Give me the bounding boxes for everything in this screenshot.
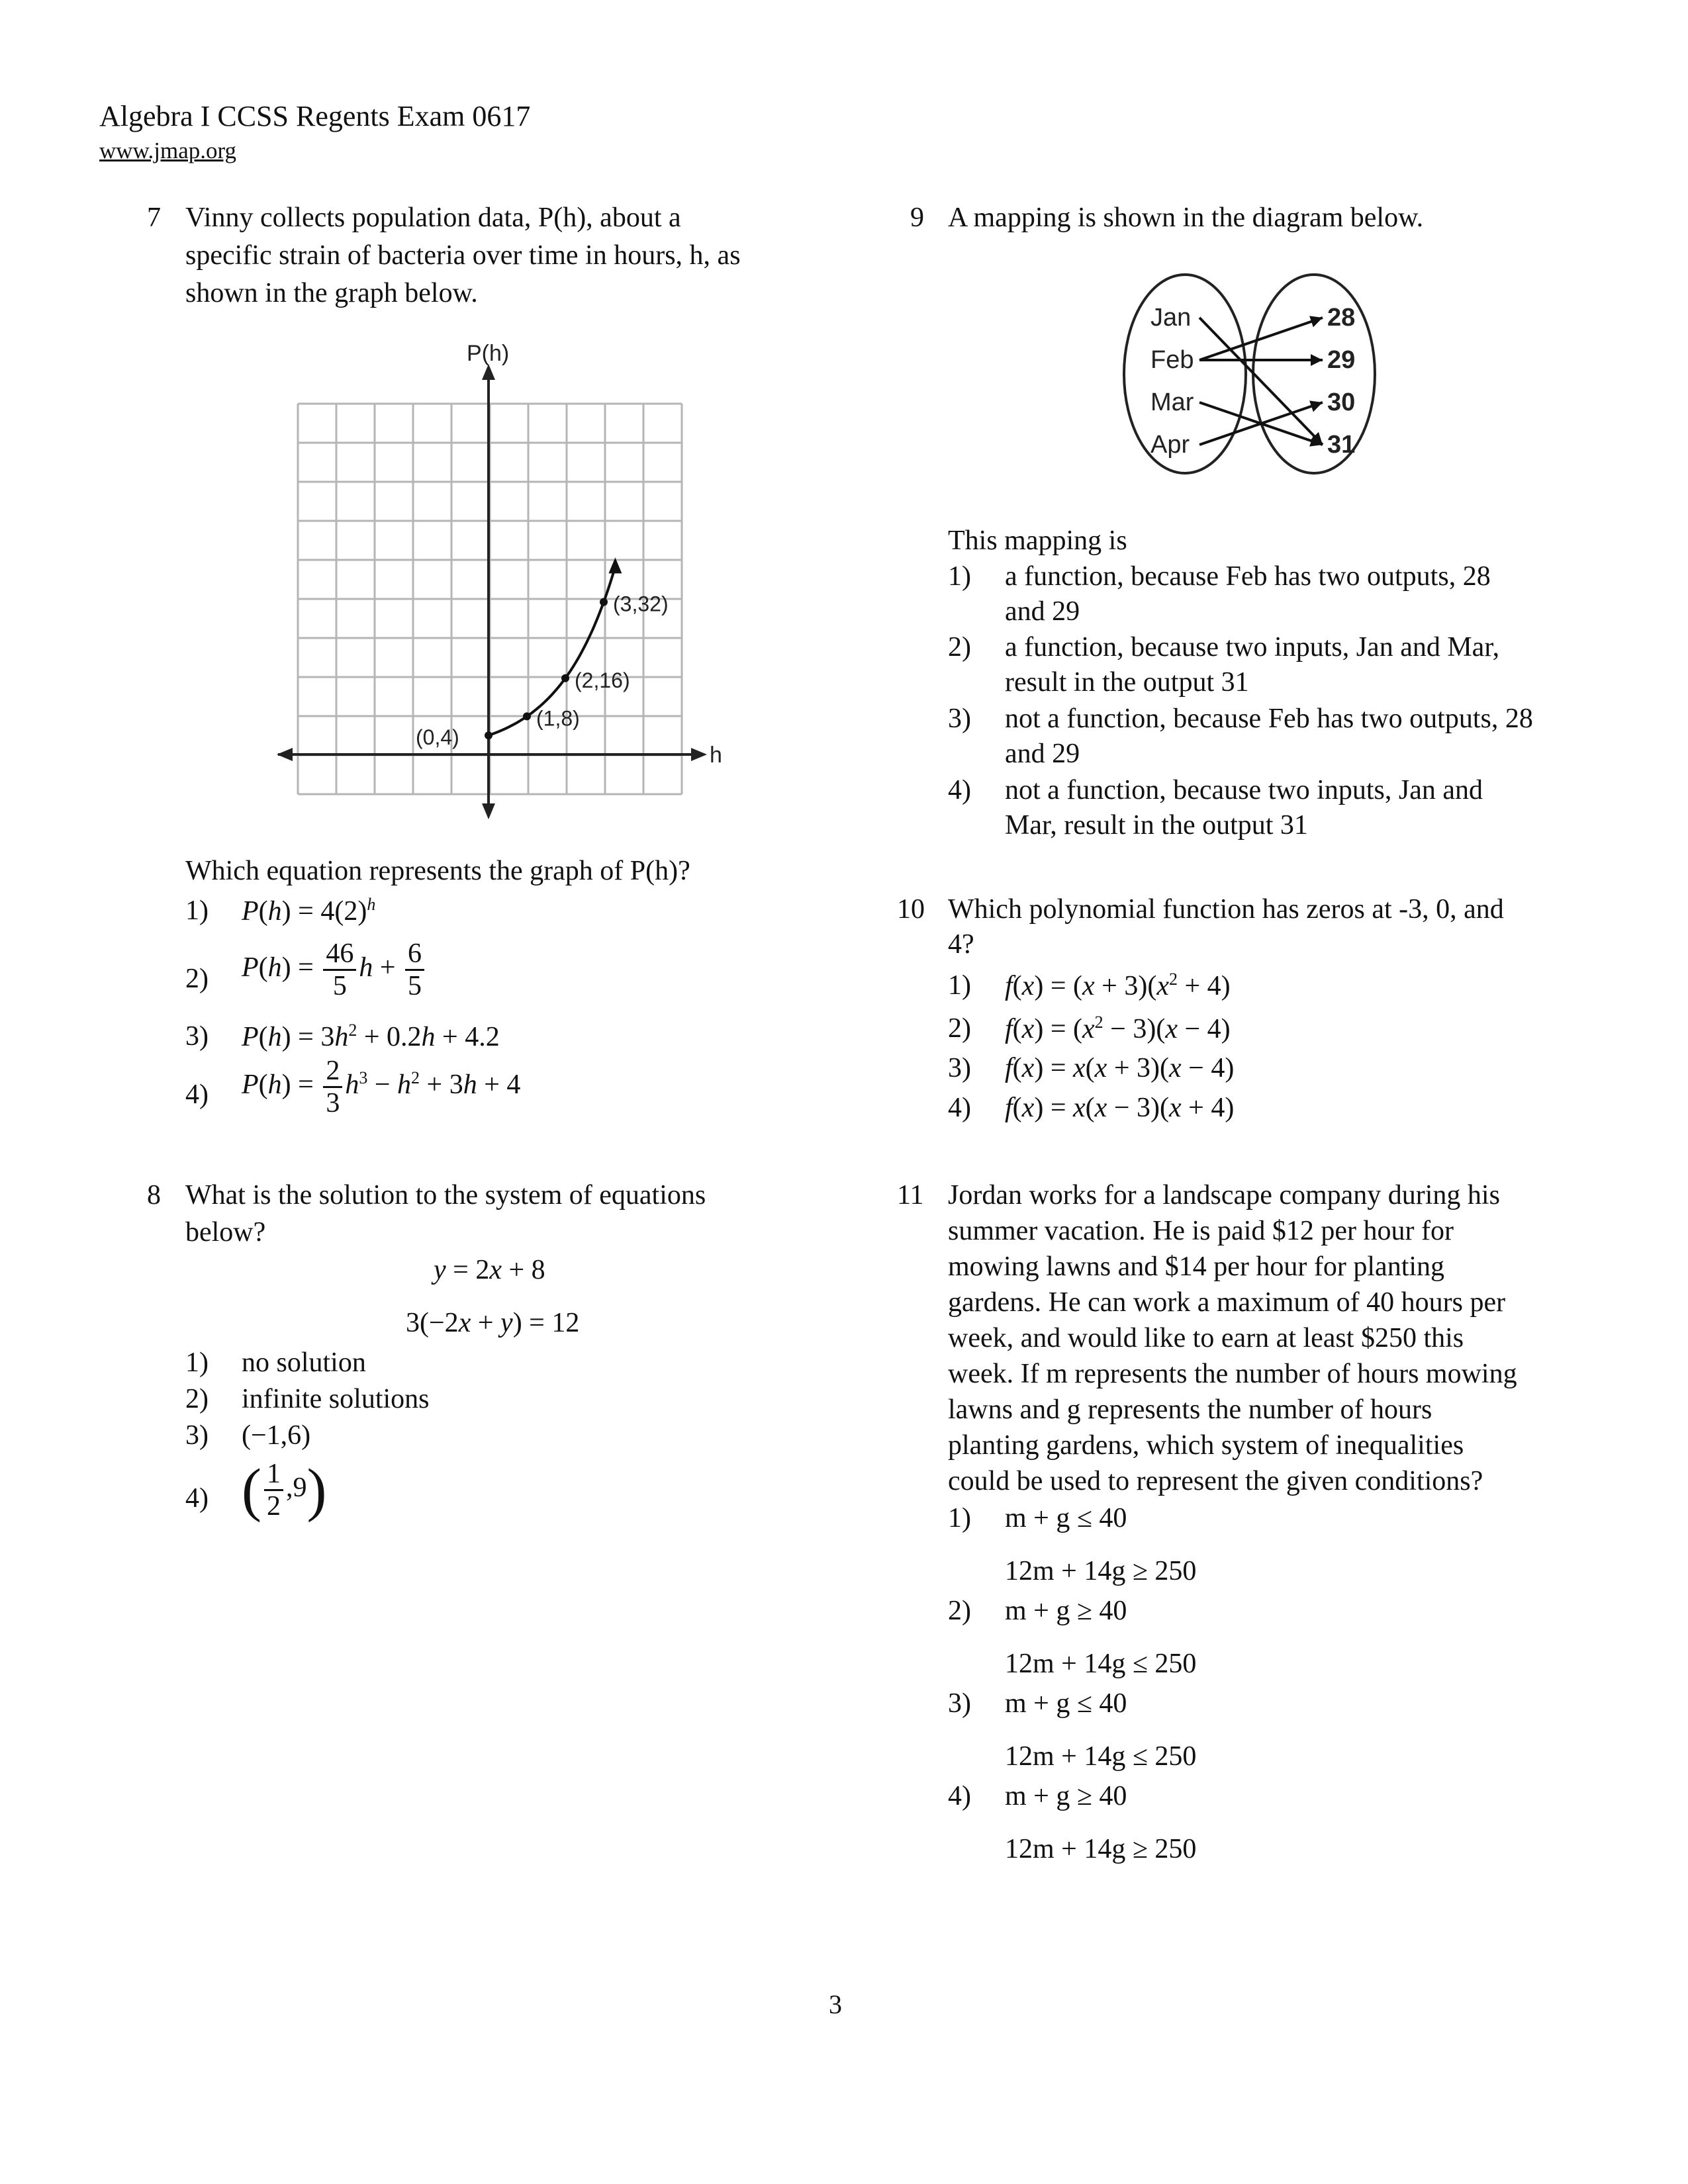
mapping-input-apr: Apr (1150, 431, 1190, 459)
q11-option-2-number: 2) (948, 1596, 971, 1626)
q10-option-2[interactable]: $f(x) = (x^2 - 3)(x - 4)$ (1005, 1013, 1231, 1044)
mapping-arrowhead (1309, 400, 1323, 412)
q10-stem-line-2: 4? (948, 929, 974, 960)
q8-stem-line-2: below? (185, 1217, 266, 1248)
q7-number: 7 (147, 203, 161, 233)
x-axis-right-arrow (691, 748, 707, 761)
q9-option-4-cont: Mar, result in the output 31 (1005, 810, 1308, 841)
q7-graph (265, 344, 741, 821)
q9-stem: A mapping is shown in the diagram below. (948, 203, 1424, 233)
mapping-input-mar: Mar (1150, 388, 1194, 416)
q11-option-1-number: 1) (948, 1503, 971, 1533)
q11-option-3[interactable]: m + g ≤ 40 (1005, 1688, 1127, 1719)
site-link[interactable]: www.jmap.org (99, 138, 237, 163)
x-axis-left-arrow (277, 748, 293, 761)
q11-stem-line-2: summer vacation. He is paid $12 per hour for (948, 1216, 1454, 1246)
page-title: Algebra I CCSS Regents Exam 0617 (99, 100, 531, 132)
q11-option-2-line2: 12m + 14g ≤ 250 (1005, 1649, 1197, 1679)
q8-option-2[interactable]: infinite solutions (242, 1384, 430, 1414)
q11-stem-line-3: mowing lawns and $14 per hour for planting (948, 1251, 1445, 1282)
q11-option-4-number: 4) (948, 1781, 971, 1811)
q9-question: This mapping is (948, 525, 1127, 556)
q9-option-2[interactable]: a function, because two inputs, Jan and Mar, (1005, 632, 1500, 662)
mapping-input-feb: Feb (1150, 346, 1194, 374)
q7-stem-line-2: specific strain of bacteria over time in hours, h, as (185, 240, 741, 271)
q7-option-2-number: 2) (185, 964, 209, 994)
q7-stem-line-1: Vinny collects population data, P(h), about a (185, 203, 681, 233)
data-point (561, 674, 569, 682)
q8-stem-line-1: What is the solution to the system of equations (185, 1180, 706, 1210)
q9-option-3-cont: and 29 (1005, 739, 1080, 769)
q7-option-1[interactable]: $P(h) = 4(2)^h$ (242, 895, 376, 927)
q7-stem-line-3: shown in the graph below. (185, 278, 478, 308)
q7-question: Which equation represents the graph of P(h)? (185, 856, 690, 886)
point-label: (3,32) (613, 592, 669, 616)
mapping-output-28: 28 (1327, 304, 1356, 332)
page-number: 3 (829, 1989, 842, 2019)
q11-option-4[interactable]: m + g ≥ 40 (1005, 1781, 1127, 1811)
q8-number: 8 (147, 1180, 161, 1210)
mapping-output-31: 31 (1327, 431, 1356, 459)
mapping-output-29: 29 (1327, 346, 1356, 374)
q11-stem-line-8: planting gardens, which system of inequalities (948, 1430, 1464, 1461)
q8-option-1[interactable]: no solution (242, 1347, 366, 1378)
q11-stem-line-4: gardens. He can work a maximum of 40 hours per (948, 1287, 1506, 1318)
q9-option-4[interactable]: not a function, because two inputs, Jan and (1005, 775, 1483, 805)
mapping-arrowhead (1311, 354, 1323, 366)
q7-option-3-number: 3) (185, 1021, 209, 1052)
q9-option-3[interactable]: not a function, because Feb has two outputs, 28 (1005, 704, 1533, 734)
q10-option-4[interactable]: f(x) = x(x − 3)(x + 4) (1005, 1093, 1235, 1123)
q9-option-1-cont: and 29 (1005, 596, 1080, 627)
q8-option-4[interactable]: ( $\frac{1}{2}$ ,9) (242, 1457, 327, 1523)
q8-option-1-number: 1) (185, 1347, 209, 1378)
q11-option-3-line2: 12m + 14g ≤ 250 (1005, 1741, 1197, 1772)
q11-stem-line-6: week. If m represents the number of hours mowing (948, 1359, 1517, 1389)
q7-option-1-number: 1) (185, 895, 209, 926)
q10-option-3[interactable]: f(x) = x(x + 3)(x − 4) (1005, 1053, 1235, 1083)
q11-option-4-line2: 12m + 14g ≥ 250 (1005, 1834, 1197, 1864)
point-label: (0,4) (416, 725, 459, 750)
q9-number: 9 (910, 203, 924, 233)
q11-option-3-number: 3) (948, 1688, 971, 1719)
q11-option-1-line2: 12m + 14g ≥ 250 (1005, 1556, 1197, 1586)
y-axis-down-arrow (482, 803, 495, 819)
q9-option-2-number: 2) (948, 632, 971, 662)
q10-stem-line-1: Which polynomial function has zeros at -3, 0, and (948, 894, 1504, 925)
q11-option-2[interactable]: m + g ≥ 40 (1005, 1596, 1127, 1626)
data-point (600, 598, 608, 606)
q10-number: 10 (897, 894, 925, 925)
y-axis-up-arrow (482, 364, 495, 380)
q10-option-1[interactable]: $f(x) = (x + 3)(x^2 + 4)$ (1005, 970, 1231, 1001)
q11-stem-line-5: week, and would like to earn at least $250 this (948, 1323, 1464, 1353)
x-axis-label: h (710, 743, 722, 768)
q7-option-4-number: 4) (185, 1079, 209, 1110)
data-point (485, 731, 492, 739)
point-label: (1,8) (536, 706, 580, 731)
q10-option-3-number: 3) (948, 1053, 971, 1083)
point-label: (2,16) (575, 668, 630, 692)
q7-option-4[interactable]: P(h) = $\frac{2}{3}$ $h^3 - h^2 + 3h + 4$ (242, 1056, 521, 1118)
q11-number: 11 (897, 1180, 924, 1210)
q7-option-3[interactable]: $P(h) = 3h^2 + 0.2h + 4.2$ (242, 1021, 500, 1052)
q8-option-3[interactable]: (−1,6) (242, 1420, 311, 1451)
q8-option-3-number: 3) (185, 1420, 209, 1451)
mapping-input-jan: Jan (1150, 304, 1192, 332)
q8-equation-2: 3(−2x + y) = 12 (406, 1308, 580, 1338)
q9-option-1-number: 1) (948, 561, 971, 592)
q8-option-2-number: 2) (185, 1384, 209, 1414)
mapping-arrowhead (1309, 316, 1323, 327)
y-axis-label: P(h) (467, 344, 510, 366)
q8-equation-1: y = 2x + 8 (434, 1255, 545, 1285)
q11-option-1[interactable]: m + g ≤ 40 (1005, 1503, 1127, 1533)
q10-option-2-number: 2) (948, 1013, 971, 1044)
q9-option-2-cont: result in the output 31 (1005, 667, 1249, 698)
q7-option-2[interactable]: P(h) = $\frac{46}{5}$ h + $\frac{6}{5}$ (242, 940, 427, 1000)
q11-stem-line-9: could be used to represent the given conditions? (948, 1466, 1483, 1496)
q9-option-4-number: 4) (948, 775, 971, 805)
q11-stem-line-7: lawns and g represents the number of hours (948, 1394, 1432, 1425)
q9-option-3-number: 3) (948, 704, 971, 734)
q11-stem-line-1: Jordan works for a landscape company during his (948, 1180, 1500, 1210)
mapping-output-30: 30 (1327, 388, 1356, 416)
q10-option-4-number: 4) (948, 1093, 971, 1123)
q9-mapping-diagram (1112, 271, 1417, 496)
data-point (523, 712, 531, 720)
q9-option-1[interactable]: a function, because Feb has two outputs, 28 (1005, 561, 1491, 592)
q10-option-1-number: 1) (948, 970, 971, 1001)
q8-option-4-number: 4) (185, 1483, 209, 1514)
